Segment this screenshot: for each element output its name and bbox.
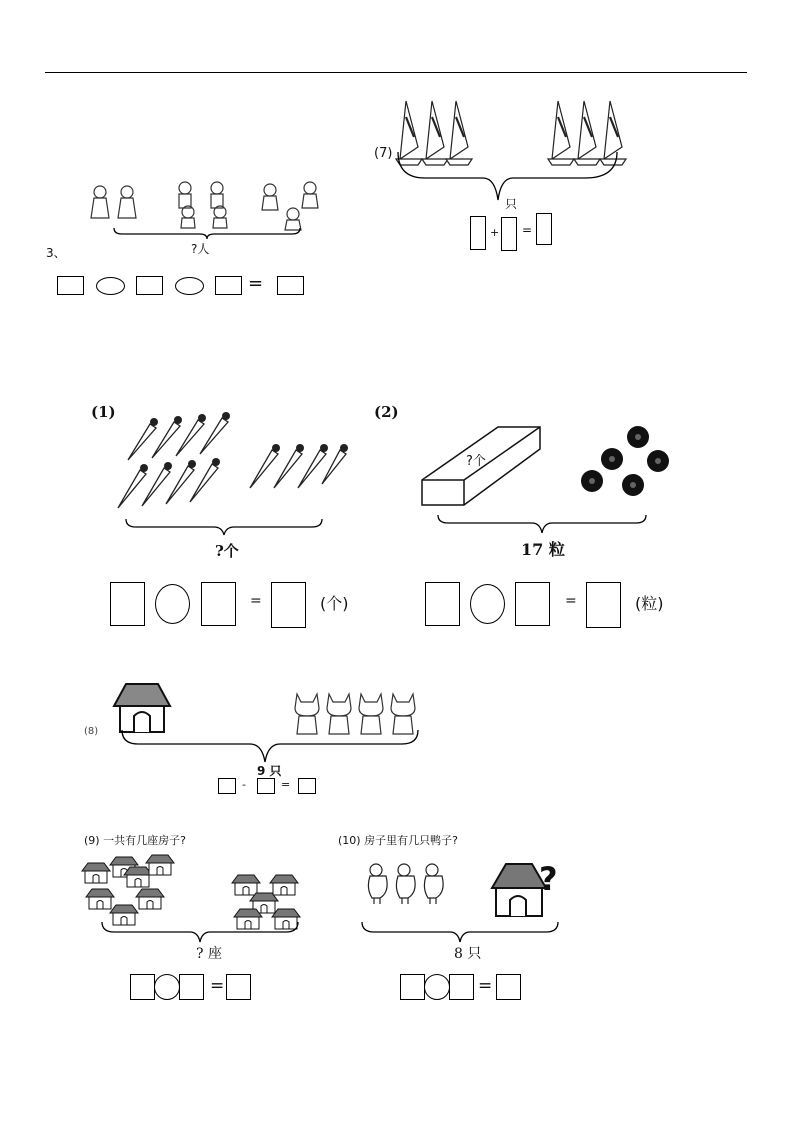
operator-oval-3b[interactable] [175, 277, 204, 295]
equals-sign-3: = [248, 273, 264, 294]
operator-oval-10[interactable] [424, 974, 450, 1000]
answer-box-9a[interactable] [130, 974, 155, 1000]
q2-number: (2) [374, 403, 399, 421]
brace-9-label: ? 座 [196, 946, 222, 962]
operator-oval-3a[interactable] [96, 277, 125, 295]
answer-box-2b[interactable] [515, 582, 550, 626]
answer-box-9b[interactable] [179, 974, 204, 1000]
q10-prompt: (10) 房子里有几只鸭子? [338, 834, 458, 847]
answer-box-7a[interactable] [470, 216, 486, 250]
answer-box-3b[interactable] [136, 276, 163, 295]
answer-box-1a[interactable] [110, 582, 145, 626]
answer-box-2c[interactable] [586, 582, 621, 628]
section-3-marker: 3、 [46, 246, 66, 260]
q1-number: (1) [91, 403, 116, 421]
brace-3 [112, 226, 302, 240]
equals-sign-1: = [250, 593, 262, 609]
houses-illustration-9 [80, 853, 305, 925]
brace-10 [360, 920, 560, 944]
brace-8 [120, 728, 420, 764]
equals-sign-2: = [565, 593, 577, 609]
answer-box-8a[interactable] [218, 778, 236, 794]
equals-sign-8: = [281, 778, 291, 791]
house-illustration-8 [112, 682, 172, 734]
brace-2 [436, 513, 648, 535]
answer-box-1c[interactable] [271, 582, 306, 628]
brace-1-label: ?个 [215, 542, 239, 560]
brace-3-label: ?人 [191, 242, 210, 256]
answer-box-2a[interactable] [425, 582, 460, 626]
answer-box-3a[interactable] [57, 276, 84, 295]
ducks-illustration [366, 862, 450, 906]
carrots-illustration [110, 410, 350, 515]
brace-7-label: 只 [505, 197, 518, 211]
plus-sign-7: + [490, 226, 500, 239]
brace-9 [100, 920, 300, 944]
answer-box-3c[interactable] [215, 276, 242, 295]
brace-8-label: 9 只 [257, 764, 282, 778]
answer-box-9c[interactable] [226, 974, 251, 1000]
brace-1 [124, 517, 324, 537]
answer-box-7b[interactable] [501, 217, 517, 251]
balls-illustration [578, 425, 673, 500]
brace-2-label: 17 粒 [521, 540, 565, 559]
answer-box-8b[interactable] [257, 778, 275, 794]
equals-sign-10: = [478, 976, 493, 996]
operator-oval-9[interactable] [154, 974, 180, 1000]
answer-box-8c[interactable] [298, 778, 316, 794]
operator-oval-1[interactable] [155, 584, 190, 624]
equals-sign-7: = [522, 223, 533, 237]
header-rule [45, 72, 747, 73]
unit-2: (粒) [635, 594, 664, 613]
answer-box-10b[interactable] [449, 974, 474, 1000]
answer-box-1b[interactable] [201, 582, 236, 626]
unit-1: (个) [320, 594, 349, 613]
answer-box-10c[interactable] [496, 974, 521, 1000]
answer-box-7c[interactable] [536, 213, 552, 245]
q8-number: (8) [84, 726, 99, 737]
q7-number: (7) [374, 146, 393, 161]
children-illustration [85, 180, 325, 230]
equals-sign-9: = [210, 976, 225, 996]
answer-box-3d[interactable] [277, 276, 304, 295]
question-mark-icon: ? [539, 860, 558, 898]
minus-sign-8: - [242, 778, 246, 791]
answer-box-10a[interactable] [400, 974, 425, 1000]
brace-10-label: 8 只 [454, 946, 482, 962]
q9-prompt: (9) 一共有几座房子? [84, 834, 186, 847]
box-label: ?个 [466, 454, 486, 469]
operator-oval-2[interactable] [470, 584, 505, 624]
